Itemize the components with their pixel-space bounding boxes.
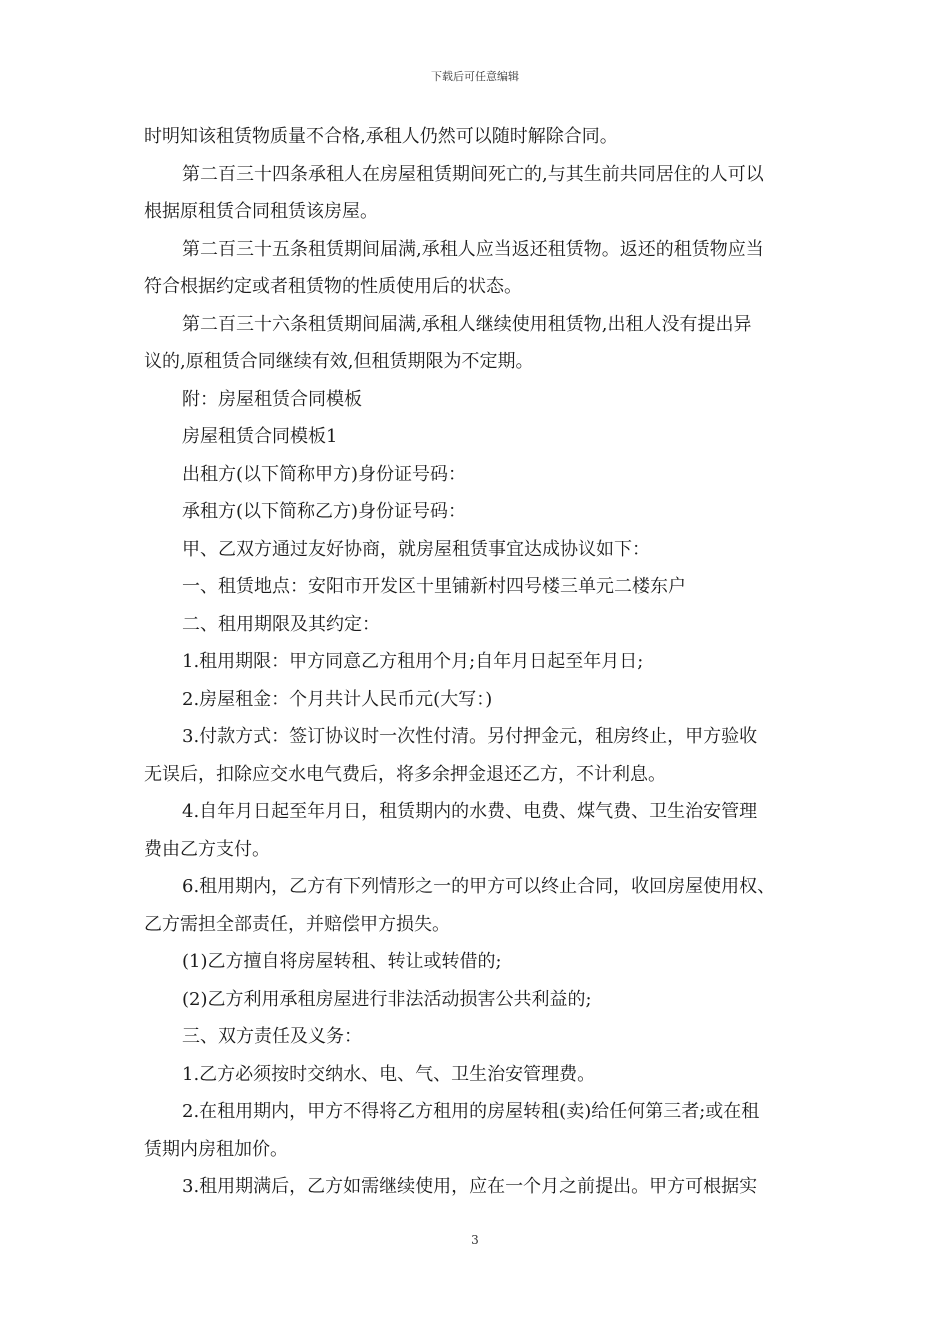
- body-line: 根据原租赁合同租赁该房屋。: [144, 201, 378, 222]
- body-line: 2.在租用期内，甲方不得将乙方租用的房屋转租(卖)给任何第三者;或在租: [182, 1101, 760, 1122]
- body-line: 时明知该租赁物质量不合格,承租人仍然可以随时解除合同。: [144, 126, 618, 147]
- body-line: 一、租赁地点：安阳市开发区十里铺新村四号楼三单元二楼东户: [182, 576, 686, 597]
- body-line: 符合根据约定或者租赁物的性质使用后的状态。: [144, 276, 522, 297]
- body-line: 赁期内房租加价。: [144, 1138, 288, 1160]
- body-line: 乙方需担全部责任，并赔偿甲方损失。: [144, 913, 450, 935]
- body-line: 4.自年月日起至年月日，租赁期内的水费、电费、煤气费、卫生治安管理: [182, 801, 758, 822]
- body-line: 3.付款方式：签订协议时一次性付清。另付押金元，租房终止，甲方验收: [182, 726, 758, 747]
- body-line: 出租方(以下简称甲方)身份证号码：: [182, 463, 467, 485]
- body-line: 无误后，扣除应交水电气费后，将多余押金退还乙方，不计利息。: [144, 763, 666, 785]
- body-line: 承租方(以下简称乙方)身份证号码：: [182, 501, 467, 522]
- body-line: 1.乙方必须按时交纳水、电、气、卫生治安管理费。: [182, 1063, 596, 1085]
- body-line: 第二百三十六条租赁期间届满,承租人继续使用租赁物,出租人没有提出异: [182, 313, 752, 335]
- page-number: 3: [471, 1233, 479, 1247]
- document-body: [144, 118, 808, 1206]
- body-line: 甲、乙双方通过友好协商，就房屋租赁事宜达成协议如下：: [182, 538, 650, 560]
- body-line: (1)乙方擅自将房屋转租、转让或转借的;: [182, 951, 502, 972]
- body-line: 第二百三十五条租赁期间届满,承租人应当返还租赁物。返还的租赁物应当: [182, 238, 764, 260]
- body-line: 附：房屋租赁合同模板: [182, 388, 362, 410]
- body-line: 2.房屋租金：个月共计人民币元(大写：): [182, 688, 493, 710]
- body-line: 6.租用期内，乙方有下列情形之一的甲方可以终止合同，收回房屋使用权、: [182, 876, 776, 897]
- body-line: 二、租用期限及其约定：: [182, 613, 380, 635]
- page-header: 下载后可任意编辑: [431, 70, 519, 83]
- body-line: 第二百三十四条承租人在房屋租赁期间死亡的,与其生前共同居住的人可以: [182, 163, 764, 185]
- body-line: 费由乙方支付。: [144, 838, 270, 860]
- body-line: 3.租用期满后，乙方如需继续使用，应在一个月之前提出。甲方可根据实: [182, 1176, 758, 1197]
- body-line: 1.租用期限：甲方同意乙方租用个月;自年月日起至年月日;: [182, 651, 644, 672]
- body-line: 议的,原租赁合同继续有效,但租赁期限为不定期。: [144, 351, 534, 372]
- body-line: 房屋租赁合同模板1: [182, 426, 338, 447]
- body-line: 三、双方责任及义务：: [182, 1026, 362, 1047]
- body-line: (2)乙方利用承租房屋进行非法活动损害公共利益的;: [182, 988, 592, 1010]
